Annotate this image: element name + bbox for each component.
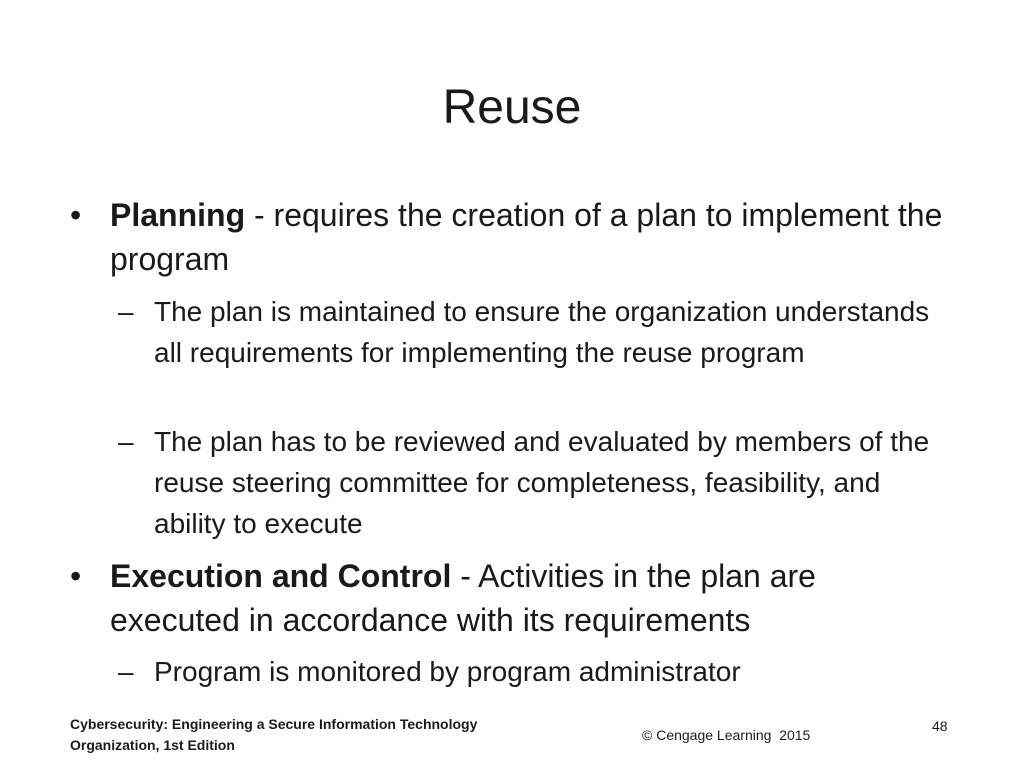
footer-copyright: © Cengage Learning 2015 <box>642 727 811 743</box>
bullet-marker: • <box>70 197 82 233</box>
footer-book-title-line1: Cybersecurity: Engineering a Secure Information Technology <box>70 716 478 732</box>
sub-bullet-marker: – <box>118 426 134 457</box>
sub-bullet-marker: – <box>118 656 134 687</box>
bullet-term: Planning <box>110 197 246 233</box>
bullet-description: - Activities in the plan are executed in accordance with its requirements <box>110 558 816 638</box>
footer-book-title <box>70 714 590 756</box>
sub-bullet-marker: – <box>118 296 134 327</box>
sub-bullet-text: The plan is maintained to ensure the organization understands all requirements for implementing the reuse program <box>154 296 930 368</box>
bullet-term: Execution and Control <box>110 558 452 594</box>
bullet-marker: • <box>70 558 82 594</box>
slide-title: Reuse <box>442 81 582 134</box>
sub-bullet-text: Program is monitored by program administrator <box>154 656 741 687</box>
sub-bullet-text: The plan has to be reviewed and evaluated by members of the reuse steering committee for completeness, feasibility, and ability to execute <box>154 426 930 539</box>
bullet-description: - requires the creation of a plan to implement the program <box>110 197 943 277</box>
footer-book-title-line2: Organization, 1st Edition <box>70 737 235 753</box>
slide-page-number: 48 <box>932 718 948 734</box>
bullet-text <box>110 554 950 642</box>
bullet-text <box>110 193 950 281</box>
